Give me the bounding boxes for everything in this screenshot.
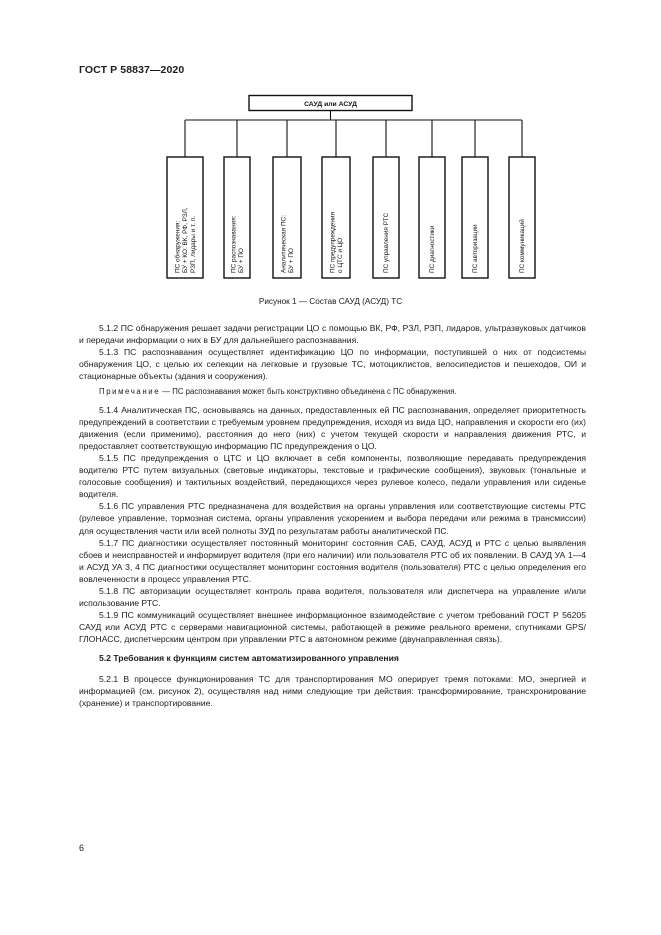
document-body — [79, 322, 586, 709]
subsystem-box-label: ПС предупреждения — [329, 212, 337, 273]
subsystem-box-2 — [224, 157, 250, 278]
subsystem-box-label: БУ + КО: ВК, РФ, РЗЛ, — [182, 207, 190, 273]
paragraph-5-1-3: 5.1.3 ПС распознавания осуществляет идентификацию ЦО по информации, поступившей о них от подсистемы обнаружения ЦО, с целью их селекции на легковые и грузовые ТС, мотоциклистов, велосипедистов и пешеходов, ОИ и стационарные объекты (здания и сооружения). — [79, 347, 586, 382]
subsystem-box-6 — [419, 157, 445, 278]
paragraph-5-1-5: 5.1.5 ПС предупреждения о ЦТС и ЦО включает в себя компоненты, позволяющие передавать предупреждения водителю РТС путем визуальных (световые индикаторы, текстовые и графические сообщения), звуковых (тональные и голосовые сообщения) и тактильных воздействий, передающихся через рулевое колесо, педали управления или сиденье водителя. — [79, 452, 586, 500]
section-heading-5-2: 5.2 Требования к функциям систем автоматизированного управления — [99, 653, 399, 664]
paragraph-5-1-2: 5.1.2 ПС обнаружения решает задачи регистрации ЦО с помощью ВК, РФ, РЗЛ, РЗП, лидаров, ультразвуковых датчиков и передачи информации о них в БУ для дальнейшего распознавания. — [79, 323, 586, 346]
subsystem-box-label: ПС управления РТС — [383, 212, 391, 273]
subsystem-box-label: о ЦТС и ЦО — [337, 237, 344, 273]
document-header: ГОСТ Р 58837—2020 — [79, 64, 185, 76]
subsystem-box-label: ПС авторизации — [472, 224, 480, 273]
note — [79, 386, 586, 398]
paragraph-5-1-7: 5.1.7 ПС диагностики осуществляет постоянный мониторинг состояния САБ, САУД, АСУД и РТС с целью выявления сбоев и неисправностей и информирует водителя (при его наличии) или пользователя РТС об их появлении. В САУД УА 1—4 и АСУД УА 3, 4 ПС диагностики осуществляет мониторинг состояния водителя (пользователя) РТС с целью определения его вовлеченности в процесс управления РТС. — [79, 537, 586, 584]
subsystem-box-label: ПС коммуникаций — [519, 219, 527, 273]
subsystem-box-label: РЗП, лидары и т. п. — [189, 216, 197, 273]
note-label: Примечание — [99, 387, 161, 397]
connector-lines — [185, 111, 522, 158]
system-composition-diagram — [0, 0, 661, 300]
note-text: — ПС распознавания может быть конструктивно объединена с ПС обнаружения. — [160, 387, 457, 397]
paragraph-5-1-9: 5.1.9 ПС коммуникаций осуществляет внешнее информационное взаимодействие с учетом требований ГОСТ Р 56205 САУД или АСУД РТС с серверами навигационной системы, работающей в режиме реального времени, спутниками GPS/ГЛОНАСС, диспетчерским центром при управлении РТС в автономном режиме (двунаправленная связь). — [79, 610, 586, 645]
page-number: 6 — [79, 843, 85, 853]
subsystem-boxes — [167, 157, 535, 278]
subsystem-box-7 — [462, 157, 488, 278]
top-box-label: САУД или АСУД — [304, 101, 357, 108]
subsystem-box-label: Аналитическая ПС: — [280, 215, 288, 273]
subsystem-box-label: ПС обнаружения: — [174, 220, 182, 273]
subsystem-box-label: БУ + ПО — [238, 248, 245, 273]
top-box — [249, 96, 412, 111]
subsystem-box-label: ПС диагностики — [429, 225, 437, 273]
subsystem-box-5 — [373, 157, 399, 278]
subsystem-box-1 — [167, 157, 203, 278]
subsystem-box-4 — [322, 157, 350, 278]
paragraph-5-1-6: 5.1.6 ПС управления РТС предназначена для воздействия на органы управления или соответствующие системы РТС (рулевое управление, тормозная система, органы управления ускорением и выбора передачи или режима в трансмиссии) для осуществления части или всей полноты ЗУД по результатам работы аналитической ПС. — [79, 501, 586, 536]
subsystem-box-label: ПС распознавания: — [230, 215, 238, 273]
subsystem-box-label: БУ + ПО — [288, 248, 295, 273]
paragraph-5-2-1: 5.2.1 В процессе функционирования ТС для транспортирования МО оперирует тремя потоками: МО, энергией и информацией (см. рисунок 2), осуществляя над ними следующие три действия: трансформирование, трансхронирование (хранение) и транспортирование. — [79, 673, 586, 708]
paragraph-5-1-4: 5.1.4 Аналитическая ПС, основываясь на данных, предоставленных ей ПС распознавания, определяет приоритетность предупреждений в соответствии с требуемым уровнем предупреждения, исходя из вида ЦО, направления и скорости его (их) движения (если применимо), расстояния до него (них) с учетом текущей скорости и направления движения РТС, и предоставляет соответствующую информацию ПС предупреждения о ЦО. — [79, 404, 586, 451]
paragraph-5-1-8: 5.1.8 ПС авторизации осуществляет контроль права водителя, пользователя или диспетчера на управление и/или использование РТС. — [79, 585, 586, 609]
figure-caption: Рисунок 1 — Состав САУД (АСУД) ТС — [258, 297, 403, 306]
subsystem-box-8 — [509, 157, 535, 278]
subsystem-box-3 — [273, 157, 301, 278]
